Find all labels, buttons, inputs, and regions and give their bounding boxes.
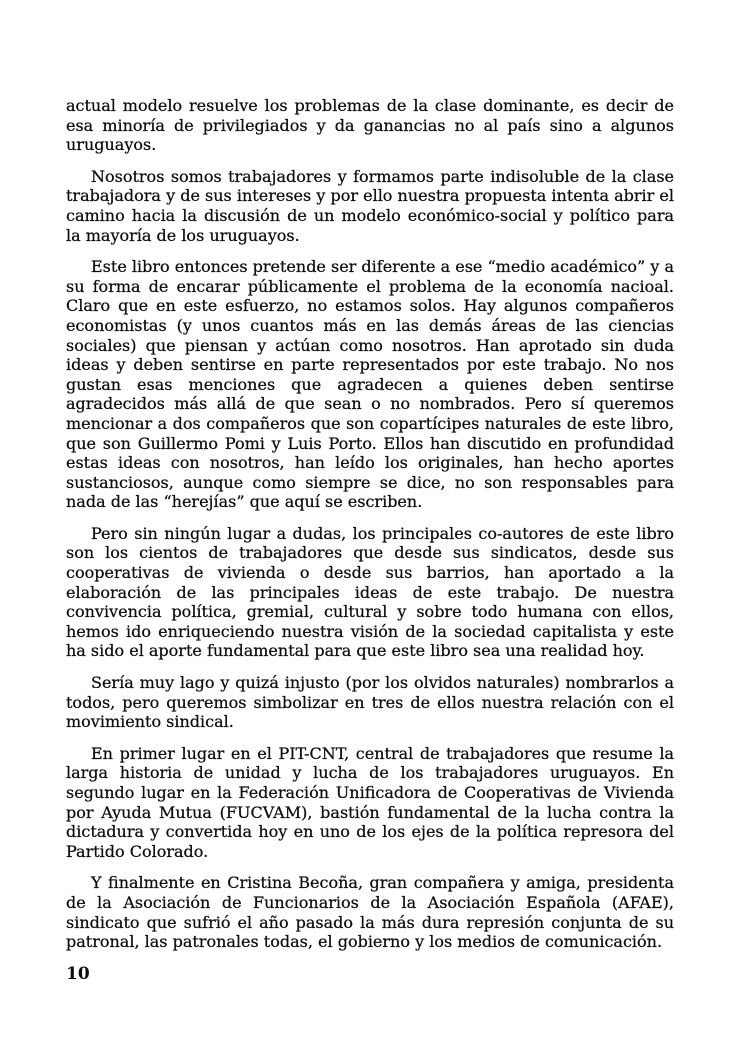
page-body	[66, 96, 674, 964]
paragraph-4: Pero sin ningún lugar a dudas, los principales co-autores de este libro son los cientos de trabajadores que desde sus sindicatos, desde sus cooperativas de vivienda o desde sus barrios, han aportado a la elaboración de las principales ideas de este trabajo. De nuestra convivencia política, gremial, cultural y sobre todo humana con ellos, hemos ido enriqueciendo nuestra visión de la sociedad capitalista y este ha sido el aporte fundamental para que este libro sea una realidad hoy.	[66, 523, 674, 661]
paragraph-7: Y finalmente en Cristina Becoña, gran compañera y amiga, presidenta de la Asociación de Funcionarios de la Asociación Española (AFAE), sindicato que sufrió el año pasado la más dura represión conjunta de su patronal, las patronales todas, el gobierno y los medios de comunicación.	[66, 873, 674, 952]
paragraph-6: En primer lugar en el PIT-CNT, central de trabajadores que resume la larga historia de unidad y lucha de los trabajadores uruguayos. En segundo lugar en la Federación Unificadora de Cooperativas de Vivienda por Ayuda Mutua (FUCVAM), bastión fundamental de la lucha contra la dictadura y convertida hoy en uno de los ejes de la política represora del Partido Colorado.	[66, 743, 674, 861]
paragraph-1: actual modelo resuelve los problemas de la clase dominante, es decir de esa minoría de privilegiados y da ganancias no al país sino a algunos uruguayos.	[66, 96, 674, 155]
paragraph-2: Nosotros somos trabajadores y formamos parte indisoluble de la clase trabajadora y de sus intereses y por ello nuestra propuesta intenta abrir el camino hacia la discusión de un modelo económico-social y político para la mayoría de los uruguayos.	[66, 166, 674, 245]
page-number: 10	[66, 964, 90, 984]
paragraph-3: Este libro entonces pretende ser diferente a ese “medio académico” y a su forma de encarar públicamente el problema de la economía nacioal. Claro que en este esfuerzo, no estamos solos. Hay algunos compañeros economistas (y unos cuantos más en las demás áreas de las ciencias sociales) que piensan y actúan como nosotros. Han aprotado sin duda ideas y deben sentirse en parte representados por este trabajo. No nos gustan esas menciones que agradecen a quienes deben sentirse agradecidos más allá de que sean o no nombrados. Pero sí queremos mencionar a dos compañeros que son copartícipes naturales de este libro, que son Guillermo Pomi y Luis Porto. Ellos han discutido en profundidad estas ideas con nosotros, han leído los originales, han hecho aportes sustanciosos, aunque como siempre se dice, no son responsables para nada de las “herejías” que aquí se escriben.	[66, 257, 674, 512]
paragraph-5: Sería muy lago y quizá injusto (por los olvidos naturales) nombrarlos a todos, pero queremos simbolizar en tres de ellos nuestra relación con el movimiento sindical.	[66, 673, 674, 732]
